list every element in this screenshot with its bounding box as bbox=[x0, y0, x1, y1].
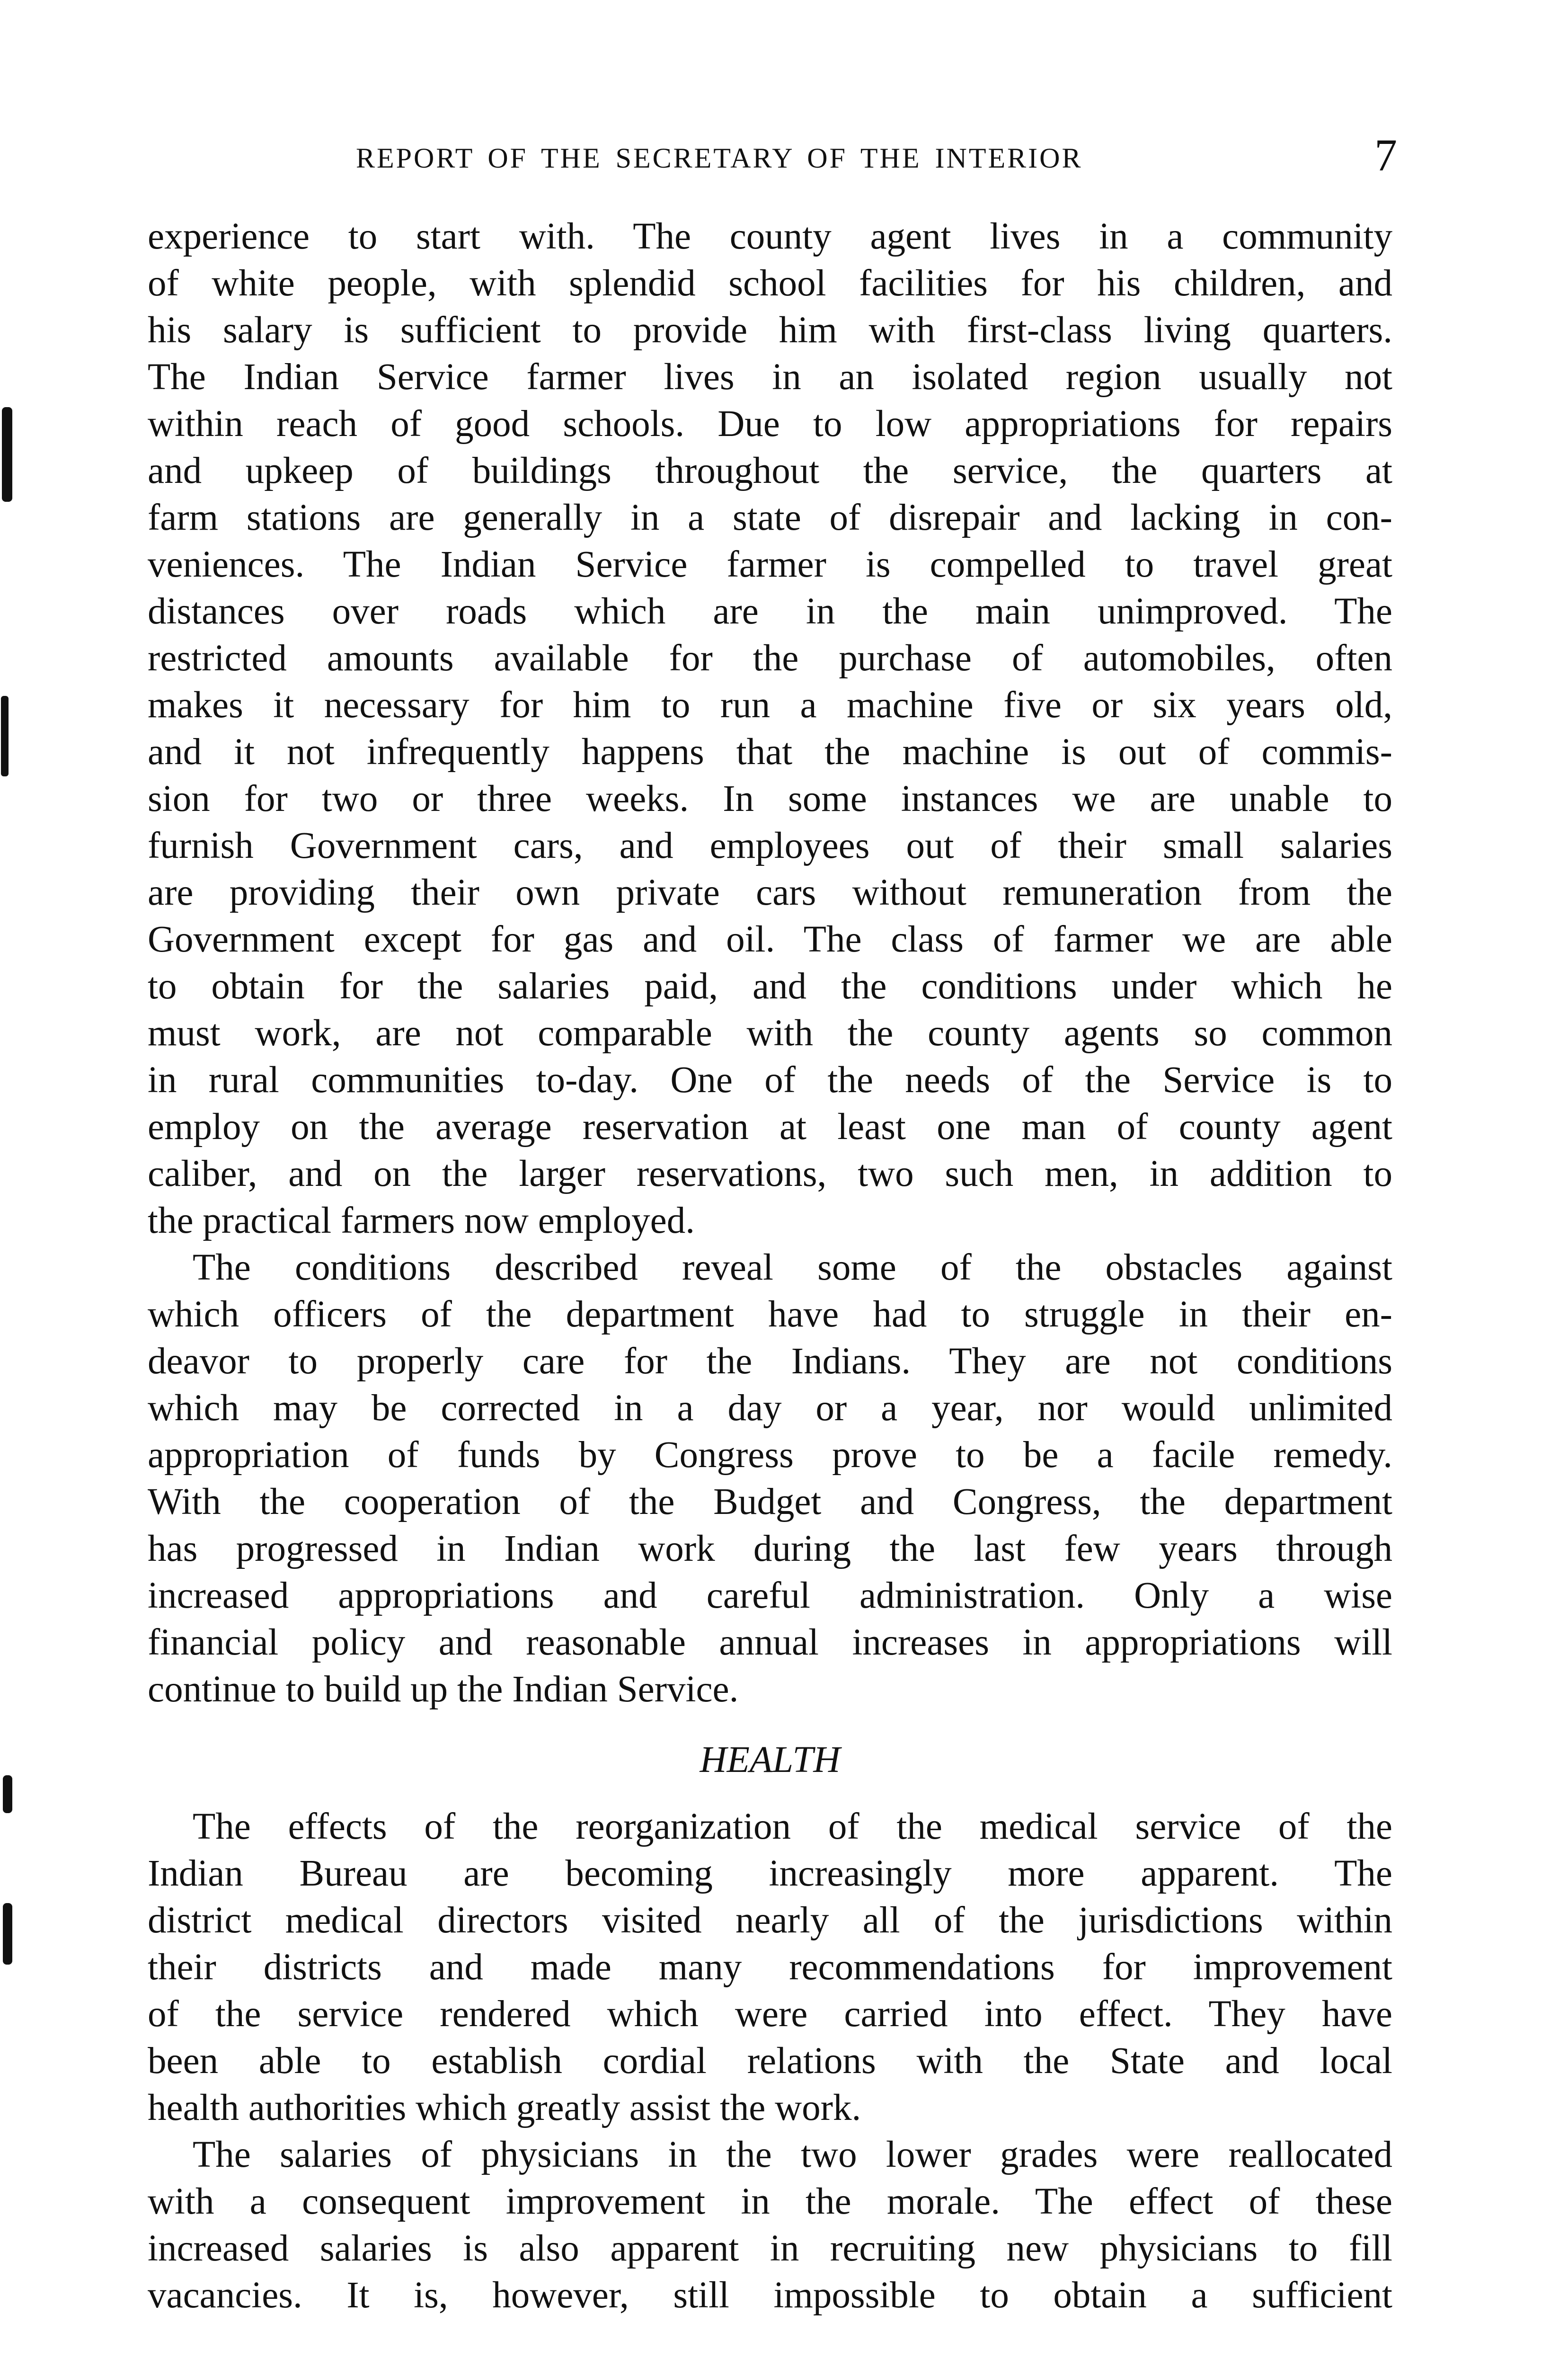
text-line: continue to build up the Indian Service. bbox=[148, 1669, 739, 1710]
text-line: district medical directors visited nearly all of the jurisdictions within bbox=[148, 1900, 1392, 1941]
text-line: of the service rendered which were carried into effect. They have bbox=[148, 1993, 1392, 2035]
running-head bbox=[148, 130, 1402, 185]
text-line: sion for two or three weeks. In some instances we are unable to bbox=[148, 778, 1392, 819]
text-line: appropriation of funds by Congress prove to be a facile remedy. bbox=[148, 1434, 1392, 1476]
paragraph bbox=[148, 1244, 1392, 1713]
text-line: Government except for gas and oil. The class of farmer we are able bbox=[148, 919, 1392, 960]
body-text bbox=[148, 213, 1392, 2319]
text-line: makes it necessary for him to run a machine five or six years old, bbox=[148, 685, 1392, 726]
paragraph bbox=[148, 213, 1392, 1244]
text-line: increased appropriations and careful administration. Only a wise bbox=[148, 1575, 1392, 1616]
text-line: health authorities which greatly assist the work. bbox=[148, 2087, 861, 2128]
text-line: furnish Government cars, and employees out of their small salaries bbox=[148, 825, 1392, 866]
text-line: The salaries of physicians in the two lower grades were reallocated bbox=[193, 2134, 1392, 2175]
text-line: in rural communities to-day. One of the needs of the Service is to bbox=[148, 1059, 1392, 1101]
scan-edge-mark bbox=[1, 696, 9, 776]
text-line: of white people, with splendid school facilities for his children, and bbox=[148, 263, 1392, 304]
page-number: 7 bbox=[1374, 130, 1397, 180]
text-line: vacancies. It is, however, still impossible to obtain a sufficient bbox=[148, 2275, 1392, 2316]
text-line: With the cooperation of the Budget and Congress, the department bbox=[148, 1481, 1392, 1522]
text-line: farm stations are generally in a state of disrepair and lacking in con- bbox=[148, 497, 1392, 538]
text-line: with a consequent improvement in the morale. The effect of these bbox=[148, 2181, 1392, 2222]
text-line: distances over roads which are in the main unimproved. The bbox=[148, 591, 1392, 632]
text-line: employ on the average reservation at least one man of county agent bbox=[148, 1106, 1392, 1148]
text-line: are providing their own private cars without remuneration from the bbox=[148, 872, 1392, 913]
text-line: to obtain for the salaries paid, and the conditions under which he bbox=[148, 966, 1392, 1007]
text-line: has progressed in Indian work during the last few years through bbox=[148, 1528, 1392, 1569]
text-line: caliber, and on the larger reservations, two such men, in addition to bbox=[148, 1153, 1392, 1194]
text-line: must work, are not comparable with the county agents so common bbox=[148, 1013, 1392, 1054]
text-line: the practical farmers now employed. bbox=[148, 1200, 695, 1241]
paragraph bbox=[148, 2131, 1392, 2319]
running-title: REPORT OF THE SECRETARY OF THE INTERIOR bbox=[356, 142, 1083, 174]
text-line: which may be corrected in a day or a year, nor would unlimited bbox=[148, 1388, 1392, 1429]
text-line: increased salaries is also apparent in recruiting new physicians to fill bbox=[148, 2228, 1392, 2269]
text-line: Indian Bureau are becoming increasingly more apparent. The bbox=[148, 1853, 1392, 1894]
text-line: and it not infrequently happens that the machine is out of commis- bbox=[148, 731, 1392, 773]
text-line: deavor to properly care for the Indians. They are not conditions bbox=[148, 1341, 1392, 1382]
text-line: The effects of the reorganization of the medical service of the bbox=[193, 1806, 1392, 1847]
text-line: financial policy and reasonable annual increases in appropriations will bbox=[148, 1622, 1392, 1663]
paragraph bbox=[148, 1803, 1392, 2131]
scan-edge-mark bbox=[3, 1775, 12, 1813]
text-line: his salary is sufficient to provide him with first-class living quarters. bbox=[148, 310, 1392, 351]
text-line: experience to start with. The county agent lives in a community bbox=[148, 216, 1392, 257]
text-line: The Indian Service farmer lives in an isolated region usually not bbox=[148, 356, 1392, 398]
text-line: been able to establish cordial relations with the State and local bbox=[148, 2040, 1392, 2082]
text-line: veniences. The Indian Service farmer is compelled to travel great bbox=[148, 544, 1392, 585]
text-line: their districts and made many recommendations for improvement bbox=[148, 1947, 1392, 1988]
scan-edge-mark bbox=[3, 1903, 12, 1965]
scan-edge-mark bbox=[2, 407, 12, 502]
text-line: within reach of good schools. Due to low appropriations for repairs bbox=[148, 403, 1392, 445]
text-line: The conditions described reveal some of the obstacles against bbox=[193, 1247, 1392, 1288]
text-line: and upkeep of buildings throughout the service, the quarters at bbox=[148, 450, 1392, 491]
section-heading-health: HEALTH bbox=[700, 1739, 841, 1780]
text-line: restricted amounts available for the purchase of automobiles, often bbox=[148, 638, 1392, 679]
text-line: which officers of the department have had to struggle in their en- bbox=[148, 1294, 1392, 1335]
